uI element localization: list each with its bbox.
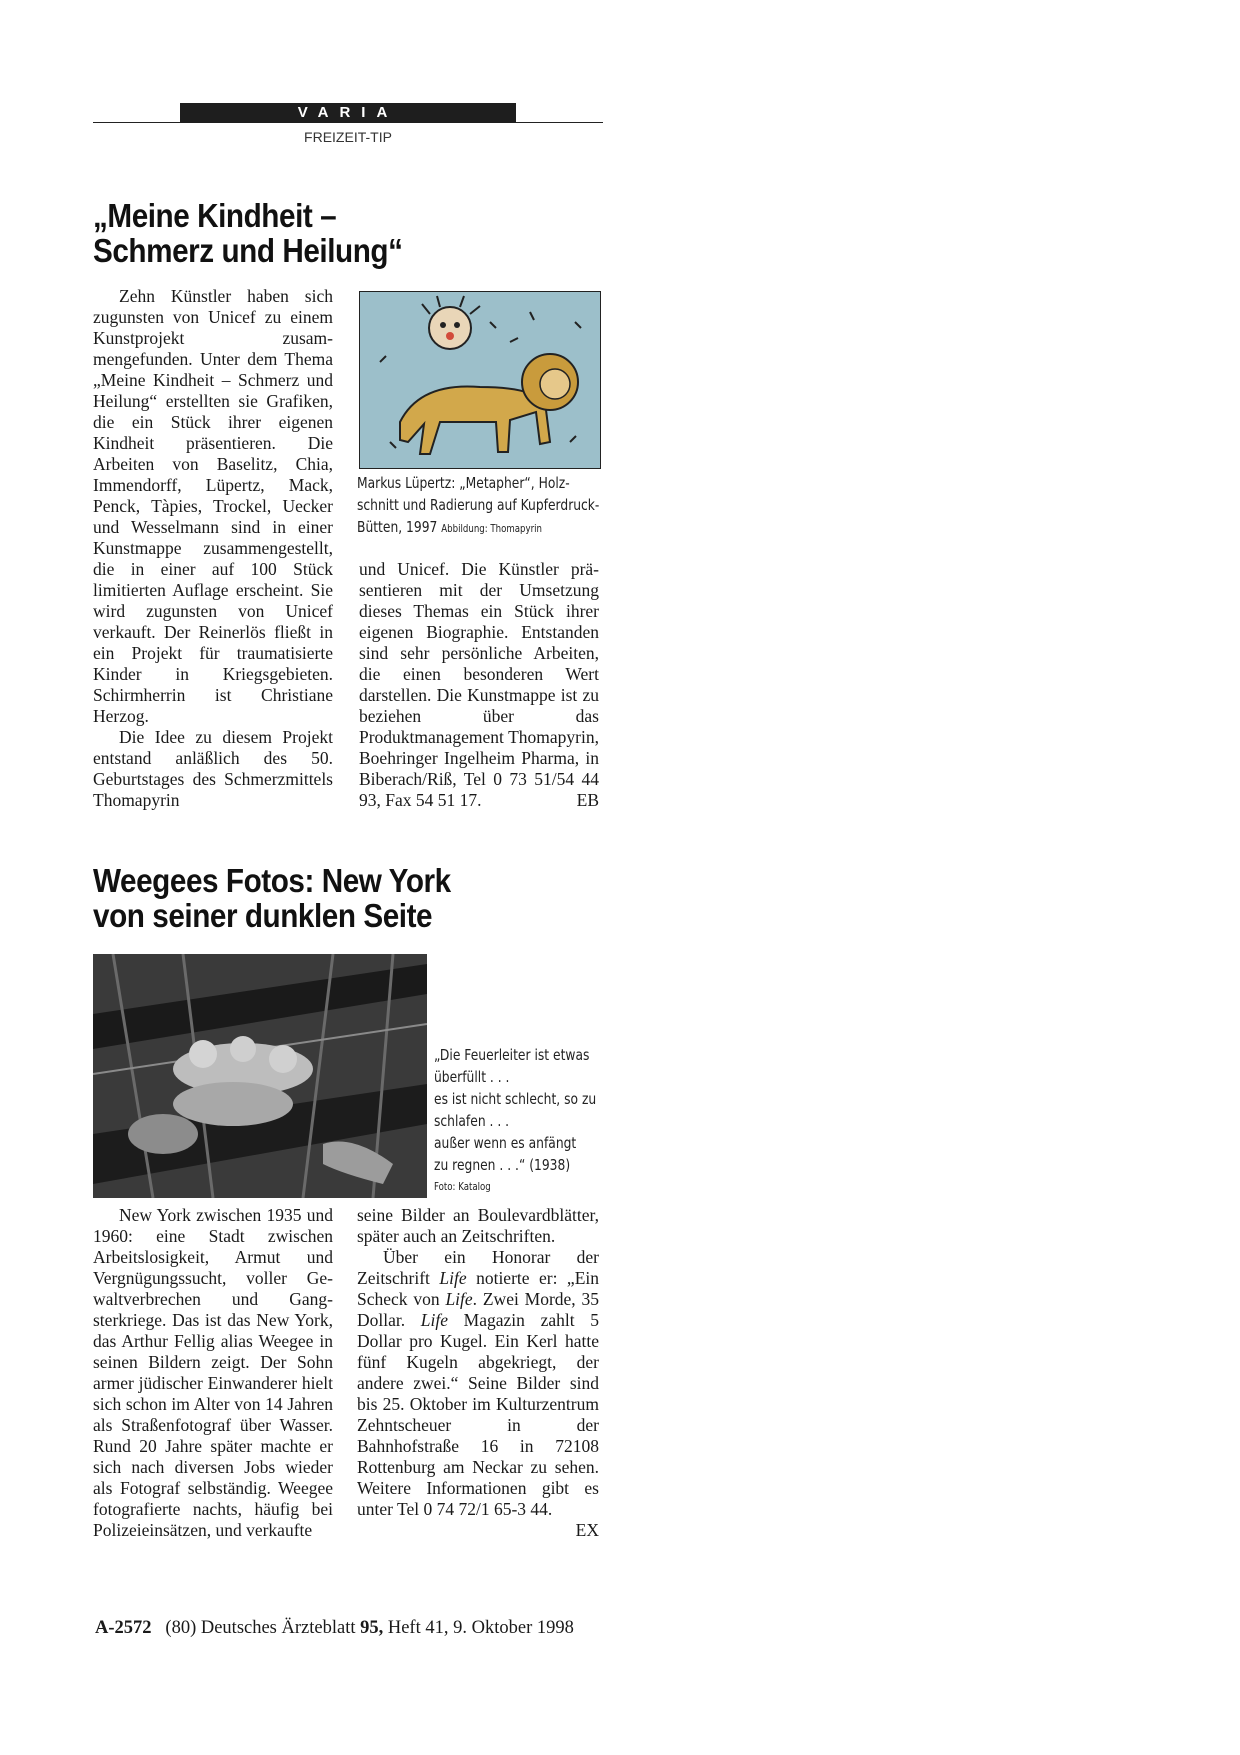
photo-caption bbox=[434, 1044, 680, 1198]
life-magazine-name: Life bbox=[420, 1310, 449, 1330]
artwork-credit: Abbildung: Thomapyrin bbox=[441, 523, 542, 535]
article1-headline bbox=[93, 198, 402, 268]
fire-escape-photo bbox=[93, 954, 427, 1198]
photo-caption-line4: schlafen . . . bbox=[434, 1112, 510, 1130]
photo-image bbox=[93, 954, 427, 1198]
artwork-caption bbox=[357, 472, 603, 540]
article2-text-b: notierte er: „Ein Scheck von bbox=[357, 1268, 600, 1309]
article1-signature: EB bbox=[576, 790, 599, 810]
article1-paragraph2: Die Idee zu diesem Projekt entstand anläßlich des 50. Geburtstages des Schmerzmittels Thomapyrin bbox=[93, 727, 333, 810]
article2-signature: EX bbox=[575, 1520, 599, 1540]
photo-caption-line3: es ist nicht schlecht, so zu bbox=[434, 1090, 597, 1108]
article2-headline-line1: Weegees Fotos: New York bbox=[93, 862, 451, 899]
artwork-image bbox=[359, 291, 601, 469]
artwork-caption-text: Markus Lüpertz: „Metapher“, Holzschnitt und Radierung auf Kupferdruck-Bütten, 1997 bbox=[357, 474, 600, 536]
article2-text-a: Über ein Honorar der Zeitschrift bbox=[357, 1247, 599, 1288]
article2-headline bbox=[93, 863, 451, 933]
page-number: A-2572 bbox=[95, 1618, 152, 1638]
article2-paragraph2: seine Bilder an Boulevardblätter, später auch an Zeitschriften. bbox=[357, 1205, 599, 1246]
article1-column1 bbox=[93, 286, 333, 811]
article1-column2-text: und Unicef. Die Künstler präsentieren mit der Umsetzung dieses Themas ein Stück ihrer eigenen Biographie. Entstanden sind sehr persönliche Arbeiten, die einen besonderen Wert darstellen. Die Kunstmappe ist zu beziehen über das Produktmanagement Thomapyrin, Boehringer Ingelheim Pharma, in Biberach/Riß, Tel 0 73 51/54 44 93, Fax 54 51 17. bbox=[359, 559, 599, 810]
article1-paragraph3 bbox=[359, 559, 599, 811]
article1-column2 bbox=[359, 559, 599, 811]
photo-credit: Foto: Katalog bbox=[434, 1181, 491, 1193]
article2-headline-line2: von seiner dunklen Seite bbox=[93, 897, 433, 934]
lion-artwork-illustration bbox=[360, 292, 600, 468]
photo-caption-line1: „Die Feuerleiter ist etwas bbox=[434, 1046, 590, 1064]
article2-column2 bbox=[357, 1205, 599, 1541]
article2-paragraph3 bbox=[357, 1247, 600, 1540]
subsection-label: FREIZEIT-TIP bbox=[304, 129, 392, 145]
photo-caption-line5: außer wenn es anfängt bbox=[434, 1134, 577, 1152]
article1-headline-line2: Schmerz und Heilung“ bbox=[93, 232, 403, 269]
article2-text-c: . Zwei Morde, 35 Dollar. bbox=[357, 1289, 599, 1330]
article2-column1 bbox=[93, 1205, 333, 1541]
footer-volume: 95, bbox=[360, 1618, 384, 1638]
footer-journal: (80) Deutsches Ärzteblatt bbox=[165, 1618, 361, 1638]
photo-caption-line6: zu regnen . . .“ (1938) bbox=[434, 1156, 571, 1174]
article2-text-d: Magazin zahlt 5 Dollar pro Kugel. Ein Kerl hatte fünf Kugeln abgekriegt, der andere zwei.“ Seine Bilder sind bis 25. Oktober im Kulturzentrum Zehntscheuer in der Bahnhofstraße 16 in 72108 Rottenburg am Neckar zu sehen. Weitere Informationen gibt es unter Tel 0 74 72/1 65-3 44. bbox=[357, 1310, 599, 1519]
life-magazine-name: Life bbox=[445, 1289, 473, 1309]
section-label: VARIA bbox=[180, 103, 516, 123]
article1-headline-line1: „Meine Kindheit – bbox=[93, 197, 337, 234]
life-magazine-name: Life bbox=[439, 1268, 467, 1288]
footer-issue: Heft 41, 9. Oktober 1998 bbox=[383, 1618, 574, 1638]
photo-caption-line2: überfüllt . . . bbox=[434, 1068, 510, 1086]
page-footer bbox=[95, 1618, 574, 1639]
article1-paragraph1: Zehn Künstler haben sich zugunsten von Unicef zu einem Kunstprojekt zusammengefunden. Unter dem Thema „Meine Kindheit – Schmerz und Heilung“ erstellten sie Grafiken, die ein Stück ihrer eigenen Kindheit präsentieren. Die Arbeiten von Baselitz, Chia, Immendorff, Lüpertz, Mack, Penck, Tàpies, Trockel, Uecker und Wesselmann sind in einer Kunstmappe zusammengestellt, die in einer auf 100 Stück limitierten Auflage erscheint. Sie wird zugunsten von Unicef verkauft. Der Reinerlös fließt in ein Projekt für traumatisierte Kinder in Kriegsgebieten. Schirmherrin ist Christiane Herzog. bbox=[93, 286, 333, 726]
article2-paragraph1: New York zwischen 1935 und 1960: eine Stadt zwischen Arbeitslosigkeit, Armut und Vergnügungssucht, voller Gewaltverbrechen und Gangsterkriege. Das ist das New York, das Arthur Fellig alias Weegee in seinen Bildern zeigt. Der Sohn armer jüdischer Einwanderer hielt sich schon im Alter von 14 Jahren als Straßenfotograf über Wasser. Rund 20 Jahre später machte er sich nach diversen Jobs wieder als Fotograf selbständig. Weegee fotografierte nachts, häufig bei Polizeieinsätzen, und verkaufte bbox=[93, 1205, 333, 1540]
